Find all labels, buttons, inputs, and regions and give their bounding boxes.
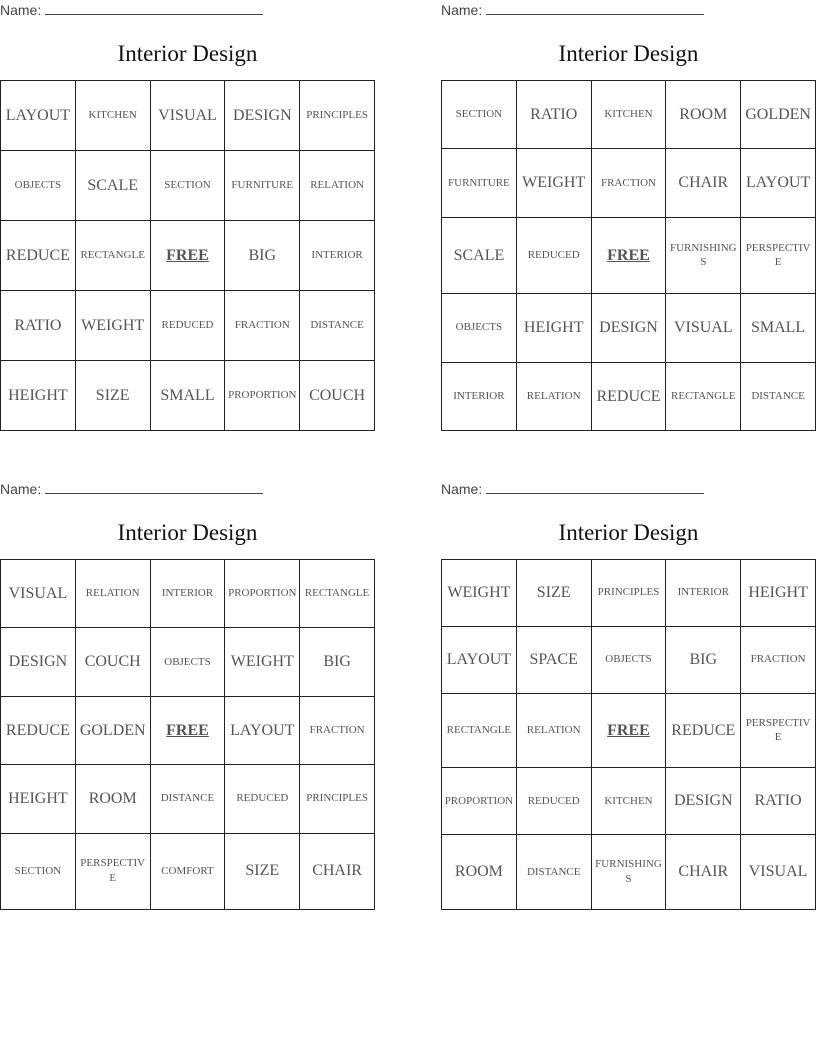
bingo-cell: OBJECTS: [151, 628, 226, 696]
bingo-cell: VISUAL: [151, 81, 226, 151]
bingo-cell: ROOM: [76, 765, 151, 833]
bingo-cell: VISUAL: [1, 560, 76, 628]
bingo-cell: DESIGN: [666, 768, 741, 835]
bingo-card-3: [0, 479, 375, 910]
bingo-cell: DISTANCE: [741, 363, 816, 431]
bingo-cell: DESIGN: [592, 294, 667, 362]
name-line: [441, 0, 816, 20]
bingo-card-2: [441, 0, 816, 431]
bingo-cell: FURNISHINGS: [592, 835, 667, 910]
bingo-cell: BIG: [666, 627, 741, 694]
bingo-cell: HEIGHT: [741, 560, 816, 627]
bingo-cell: WEIGHT: [442, 560, 517, 627]
bingo-cell: RELATION: [76, 560, 151, 628]
bingo-cell: RATIO: [517, 81, 592, 149]
bingo-cell: PRINCIPLES: [300, 765, 375, 833]
bingo-grid: [0, 559, 375, 910]
bingo-cell: REDUCED: [151, 291, 226, 361]
bingo-cell: FRACTION: [225, 291, 300, 361]
name-blank: [486, 2, 704, 15]
card-title: Interior Design: [117, 520, 258, 545]
bingo-cell: REDUCED: [517, 218, 592, 294]
bingo-cell: CHAIR: [666, 835, 741, 910]
bingo-cell: DESIGN: [225, 81, 300, 151]
free-space: FREE: [151, 697, 226, 765]
bingo-cell: REDUCE: [1, 221, 76, 291]
name-line: [0, 479, 375, 499]
bingo-cell: WEIGHT: [517, 149, 592, 217]
bingo-cell: KITCHEN: [592, 81, 667, 149]
bingo-cell: PROPORTION: [442, 768, 517, 835]
bingo-cell: SMALL: [151, 361, 226, 431]
bingo-grid: [0, 80, 375, 431]
bingo-cell: DISTANCE: [517, 835, 592, 910]
bingo-cell: PERSPECTIVE: [741, 218, 816, 294]
bingo-cell: HEIGHT: [517, 294, 592, 362]
name-line: [0, 0, 375, 20]
bingo-cell: COMFORT: [151, 834, 226, 910]
name-blank: [45, 2, 263, 15]
bingo-cell: REDUCE: [1, 697, 76, 765]
bingo-cell: INTERIOR: [151, 560, 226, 628]
bingo-cell: REDUCE: [666, 694, 741, 769]
bingo-cell: LAYOUT: [225, 697, 300, 765]
bingo-cell: FURNITURE: [442, 149, 517, 217]
bingo-grid: [441, 559, 816, 910]
name-line: [441, 479, 816, 499]
bingo-cell: DISTANCE: [300, 291, 375, 361]
bingo-cell: DESIGN: [1, 628, 76, 696]
free-space: FREE: [151, 221, 226, 291]
bingo-cell: CHAIR: [666, 149, 741, 217]
bingo-cell: FURNISHINGS: [666, 218, 741, 294]
bingo-cell: PRINCIPLES: [300, 81, 375, 151]
bingo-cell: LAYOUT: [442, 627, 517, 694]
bingo-cell: COUCH: [300, 361, 375, 431]
bingo-cell: INTERIOR: [300, 221, 375, 291]
card-title: Interior Design: [558, 41, 699, 66]
bingo-cell: RELATION: [300, 151, 375, 221]
name-label: Name:: [0, 481, 42, 497]
bingo-cell: LAYOUT: [741, 149, 816, 217]
bingo-cell: RATIO: [741, 768, 816, 835]
bingo-cell: SCALE: [76, 151, 151, 221]
bingo-cell: SECTION: [442, 81, 517, 149]
bingo-cell: ROOM: [442, 835, 517, 910]
bingo-cell: FRACTION: [592, 149, 667, 217]
bingo-cell: RECTANGLE: [666, 363, 741, 431]
bingo-cell: DISTANCE: [151, 765, 226, 833]
bingo-cell: SECTION: [1, 834, 76, 910]
bingo-cell: FRACTION: [300, 697, 375, 765]
card-title: Interior Design: [117, 41, 258, 66]
bingo-cell: RECTANGLE: [76, 221, 151, 291]
bingo-cell: FURNITURE: [225, 151, 300, 221]
name-label: Name:: [441, 2, 483, 18]
bingo-cell: GOLDEN: [741, 81, 816, 149]
bingo-cell: SPACE: [517, 627, 592, 694]
bingo-cell: GOLDEN: [76, 697, 151, 765]
free-space: FREE: [592, 218, 667, 294]
bingo-cell: CHAIR: [300, 834, 375, 910]
bingo-cell: SECTION: [151, 151, 226, 221]
bingo-cell: WEIGHT: [225, 628, 300, 696]
bingo-cell: HEIGHT: [1, 765, 76, 833]
bingo-cell: BIG: [225, 221, 300, 291]
name-label: Name:: [441, 481, 483, 497]
name-blank: [45, 481, 263, 494]
bingo-grid: [441, 80, 816, 431]
bingo-cell: LAYOUT: [1, 81, 76, 151]
bingo-cell: PRINCIPLES: [592, 560, 667, 627]
bingo-cell: SIZE: [225, 834, 300, 910]
bingo-cell: REDUCED: [225, 765, 300, 833]
bingo-cell: KITCHEN: [76, 81, 151, 151]
bingo-cell: COUCH: [76, 628, 151, 696]
bingo-cell: PERSPECTIVE: [76, 834, 151, 910]
bingo-cell: PERSPECTIVE: [741, 694, 816, 769]
bingo-cell: RELATION: [517, 363, 592, 431]
bingo-cell: OBJECTS: [592, 627, 667, 694]
bingo-cell: INTERIOR: [442, 363, 517, 431]
bingo-cell: FRACTION: [741, 627, 816, 694]
bingo-cell: RATIO: [1, 291, 76, 361]
bingo-cell: ROOM: [666, 81, 741, 149]
bingo-cell: SIZE: [517, 560, 592, 627]
bingo-card-1: [0, 0, 375, 431]
bingo-cell: SIZE: [76, 361, 151, 431]
bingo-cell: WEIGHT: [76, 291, 151, 361]
bingo-cell: INTERIOR: [666, 560, 741, 627]
bingo-card-4: [441, 479, 816, 910]
name-blank: [486, 481, 704, 494]
bingo-cell: PROPORTION: [225, 361, 300, 431]
bingo-cell: PROPORTION: [225, 560, 300, 628]
bingo-cell: HEIGHT: [1, 361, 76, 431]
bingo-cell: RELATION: [517, 694, 592, 769]
free-space: FREE: [592, 694, 667, 769]
bingo-cell: REDUCE: [592, 363, 667, 431]
card-title: Interior Design: [558, 520, 699, 545]
bingo-cell: RECTANGLE: [300, 560, 375, 628]
bingo-cell: SMALL: [741, 294, 816, 362]
bingo-cell: BIG: [300, 628, 375, 696]
bingo-cell: OBJECTS: [442, 294, 517, 362]
name-label: Name:: [0, 2, 42, 18]
bingo-cell: OBJECTS: [1, 151, 76, 221]
bingo-cell: KITCHEN: [592, 768, 667, 835]
bingo-cell: VISUAL: [741, 835, 816, 910]
bingo-cell: REDUCED: [517, 768, 592, 835]
bingo-cell: SCALE: [442, 218, 517, 294]
bingo-cell: RECTANGLE: [442, 694, 517, 769]
bingo-cell: VISUAL: [666, 294, 741, 362]
